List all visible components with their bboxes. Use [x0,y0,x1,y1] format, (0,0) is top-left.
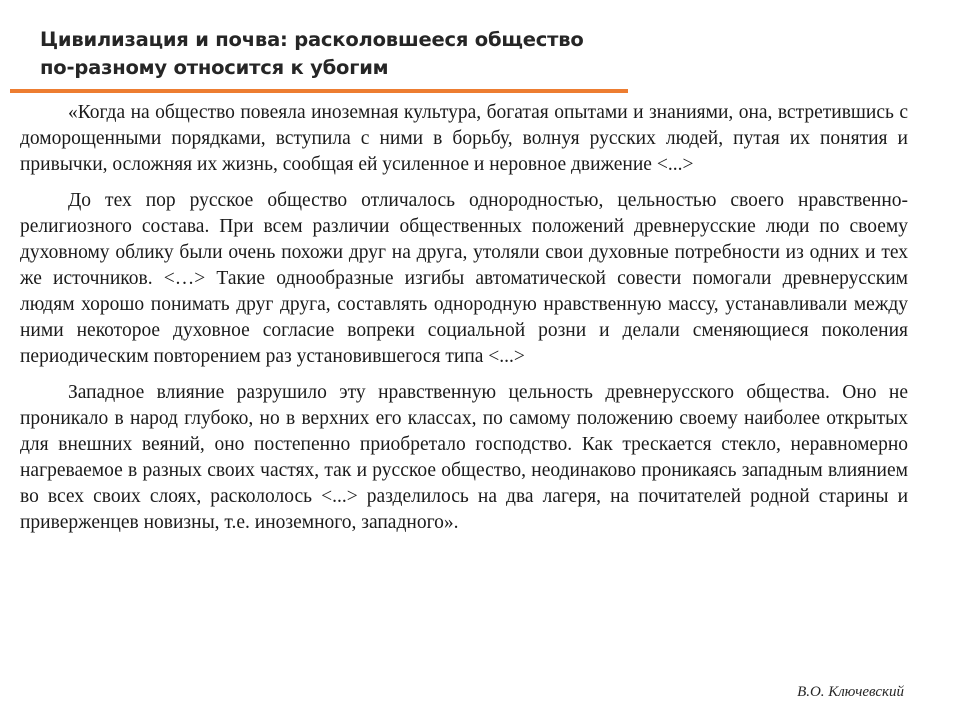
quote-attribution: В.О. Ключевский [797,684,904,700]
quote-paragraph-2: До тех пор русское общество отличалось однородностью, цельностью своего нравственно-религиозного состава. При всем различии общественных положений древнерусские люди по своему духовному облику были очень похожи друг на друга, утоляли свои духовные потребности из одних и тех же источников. <…> Такие однообразные изгибы автоматической совести помогали древнерусским людям хорошо понимать друг друга, составлять однородную нравственную массу, устанавливали между ними некоторое духовное согласие вопреки социальной розни и делали сменяющиеся поколения периодическим повторением раз установившегося типа <...> [20,190,908,367]
title-underline [10,89,628,93]
slide-title-line-2: по-разному относится к убогим [40,56,389,79]
quote-paragraph-1: «Когда на общество повеяла иноземная культура, богатая опытами и знаниями, она, встретившись с доморощенными порядками, вступила с ними в борьбу, волнуя русских людей, путая их понятия и привычки, осложняя их жизнь, сообщая ей усиленное и неровное движение <...> [20,102,908,175]
quote-paragraph-3: Западное влияние разрушило эту нравственную цельность древнерусского общества. Оно не проникало в народ глубоко, но в верхних его классах, по самому положению своему наиболее открытых для внешних веяний, оно постепенно приобретало господство. Как трескается стекло, неравномерно нагреваемое в разных своих частях, так и русское общество, неодинаково проникаясь западным влиянием во всех своих слоях, раскололось <...> разделилось на два лагеря, на почитателей родной старины и приверженцев новизны, т.е. иноземного, западного». [20,382,908,533]
slide-title-line-1: Цивилизация и почва: расколовшееся общество [40,28,584,51]
quote-body [20,100,908,536]
slide-title [40,26,740,82]
